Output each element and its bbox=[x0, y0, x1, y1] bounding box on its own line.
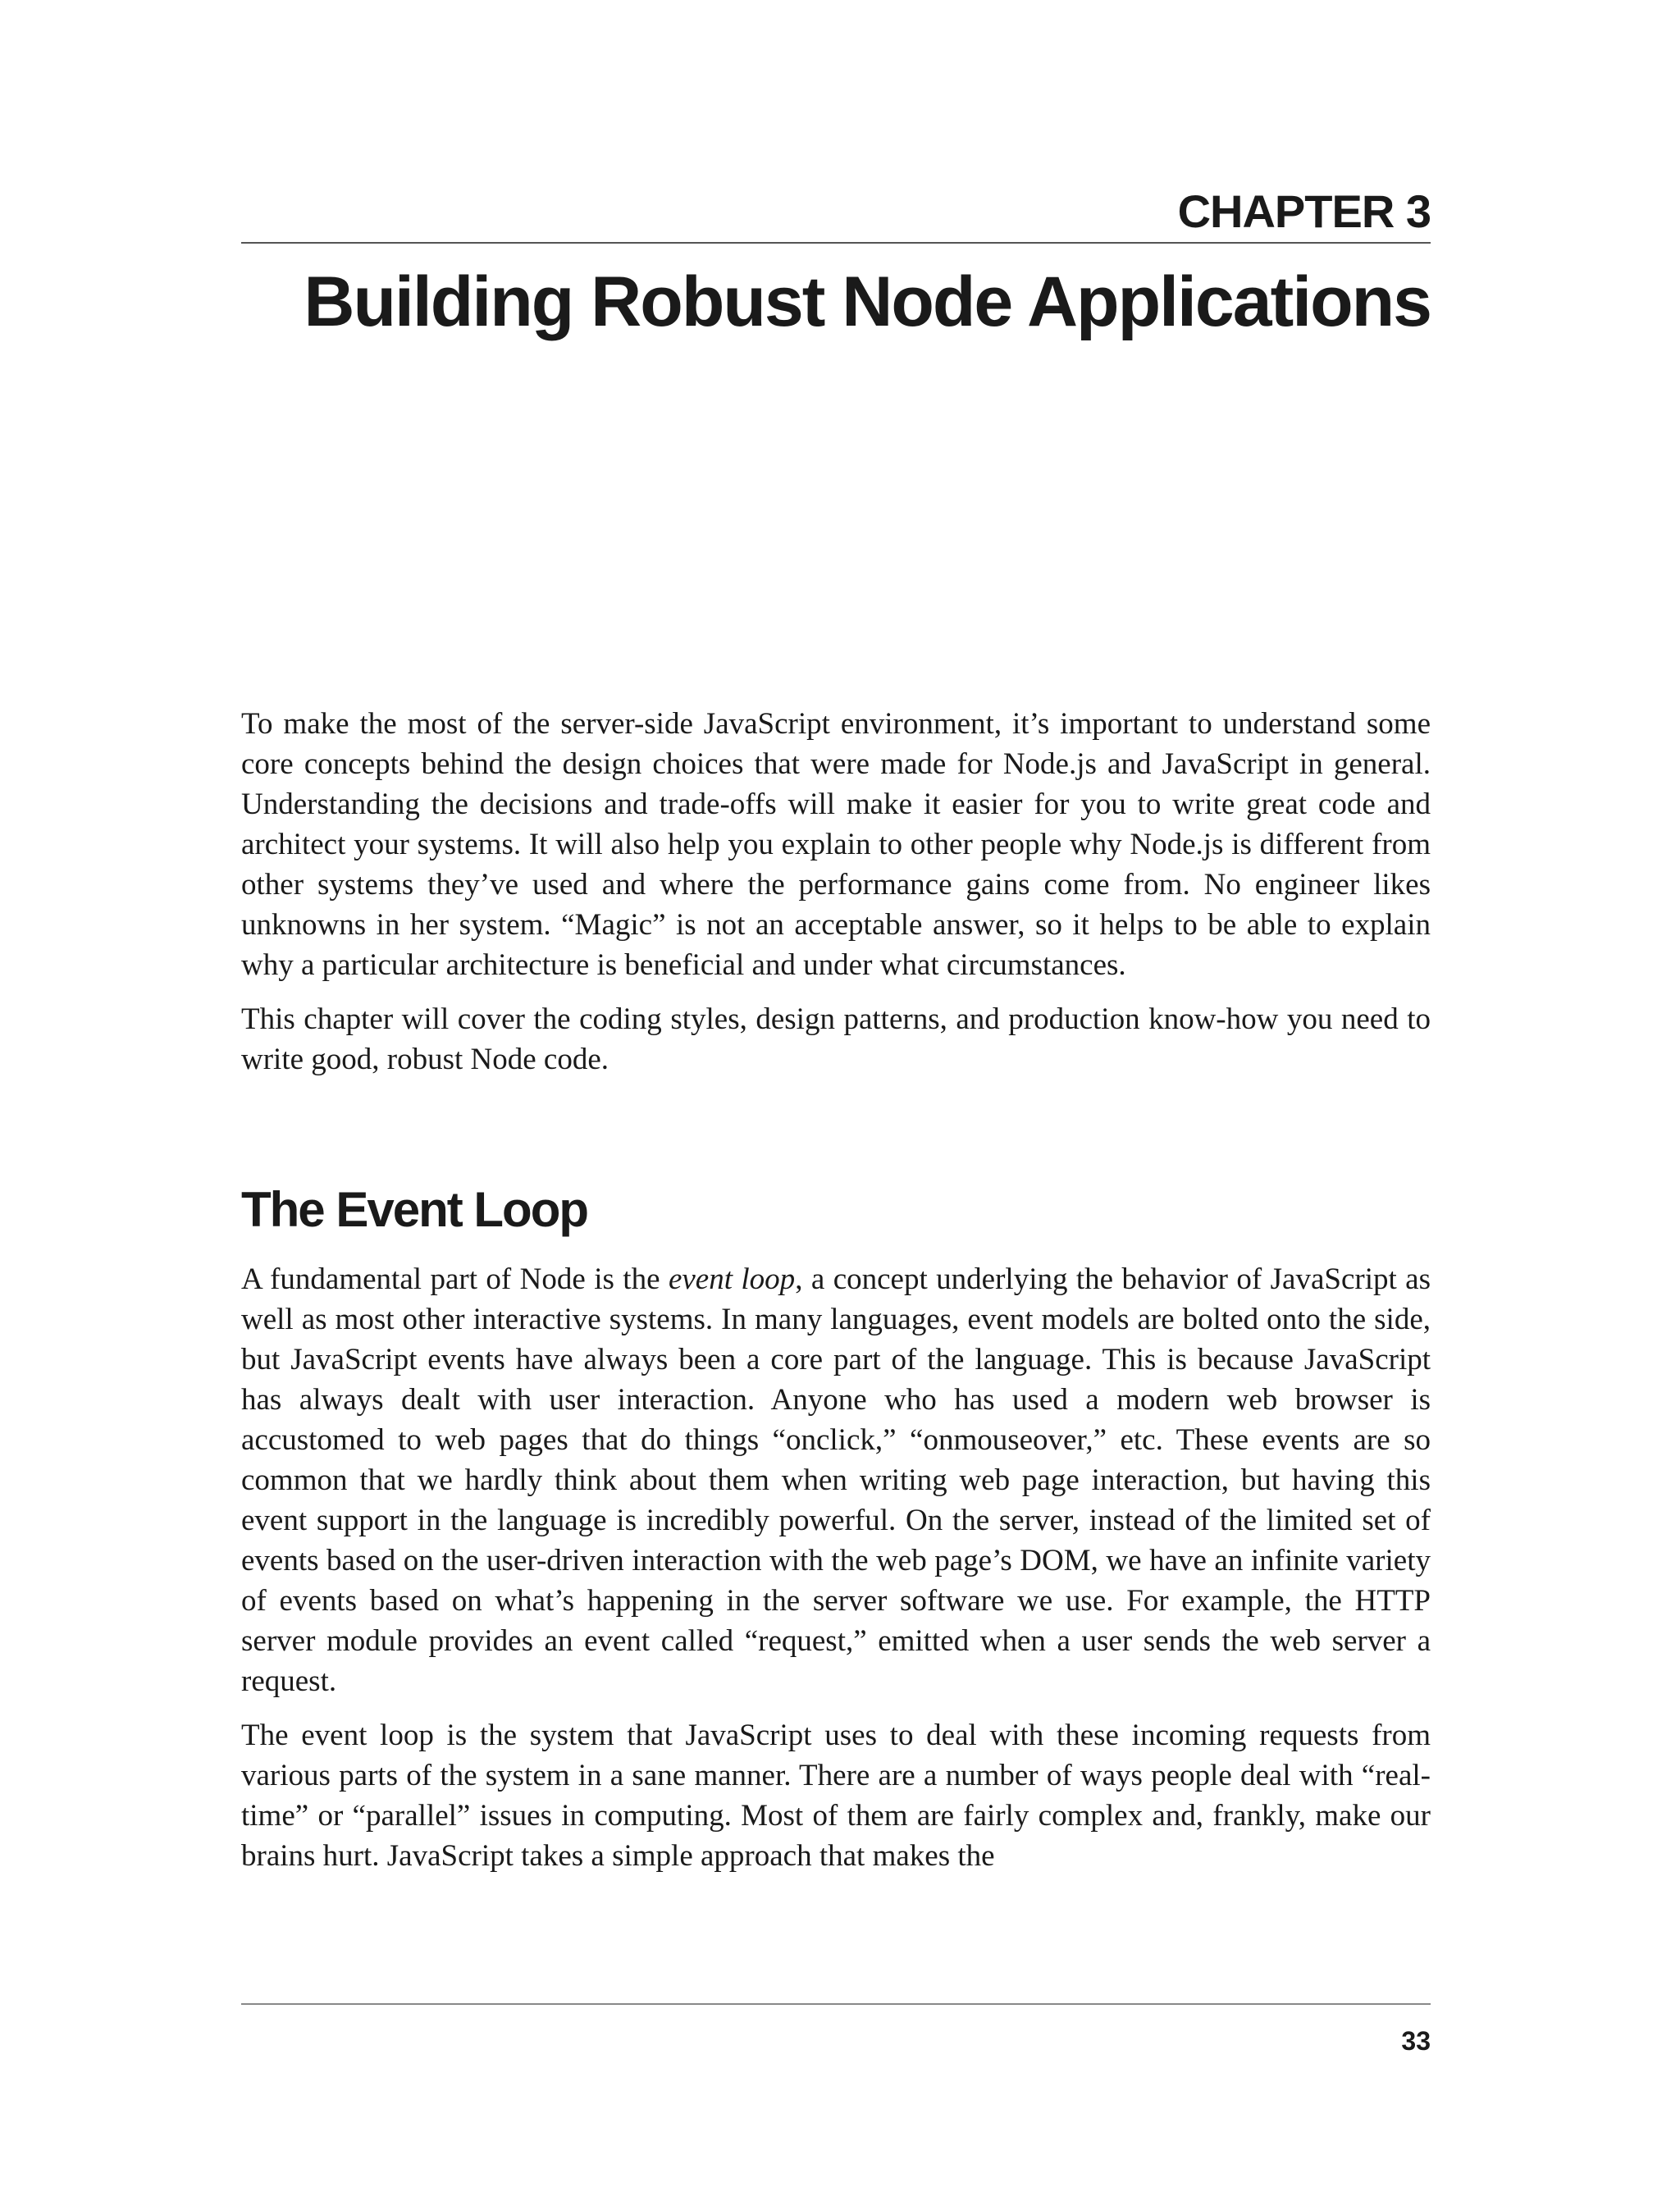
intro-paragraph-2: This chapter will cover the coding styles, design patterns, and production know-how you need to write good, robust Node code. bbox=[241, 1002, 1431, 1076]
section-paragraph-1 bbox=[241, 1259, 1431, 1701]
intro-text bbox=[241, 704, 1431, 1093]
chapter-label: CHAPTER 3 bbox=[1177, 185, 1431, 237]
chapter-title: Building Robust Node Applications bbox=[304, 262, 1431, 341]
section-text bbox=[241, 1259, 1431, 1890]
intro-paragraph-1: To make the most of the server-side JavaScript environment, it’s important to understand some core concepts behind the design choices that were made for Node.js and JavaScript in general. Understanding the decisions and trade-offs will make it easier for you to write great code and architect your systems. It will also help you explain to other people why Node.js is different from other systems they’ve used and where the performance gains come from. No engineer likes unknowns in her system. “Magic” is not an acceptable answer, so it helps to be able to explain why a particular architecture is beneficial and under what circumstances. bbox=[241, 707, 1431, 982]
page-number: 33 bbox=[1401, 2026, 1431, 2056]
p1-text-before: A fundamental part of Node is the bbox=[241, 1262, 669, 1296]
section-paragraph-2: The event loop is the system that JavaScript uses to deal with these incoming requests from various parts of the system in a sane manner. There are a number of ways people deal with “real-time” or “parallel” issues in computing. Most of them are fairly complex and, frankly, make our brains hurt. JavaScript takes a simple approach that makes the bbox=[241, 1719, 1431, 1873]
chapter-rule bbox=[241, 242, 1431, 244]
event-loop-term: event loop bbox=[668, 1262, 796, 1296]
footer-rule bbox=[241, 2003, 1431, 2005]
p1-text-after: , a concept underlying the behavior of JavaScript as well as most other interactive systems. In many languages, event models are bolted onto the side, but JavaScript events have always been a core part of the language. This is because JavaScript has always dealt with user interaction. Anyone who has used a modern web browser is accustomed to web pages that do things “onclick,” “onmouseover,” etc. These events are so common that we hardly think about them when writing web page interaction, but having this event support in the language is incredibly powerful. On the server, instead of the limited set of events based on the user-driven interaction with the web page’s DOM, we have an infinite variety of events based on what’s happening in the server software we use. For example, the HTTP server module provides an event called “request,” emitted when a user sends the web server a request. bbox=[241, 1262, 1431, 1698]
section-heading: The Event Loop bbox=[241, 1182, 587, 1237]
